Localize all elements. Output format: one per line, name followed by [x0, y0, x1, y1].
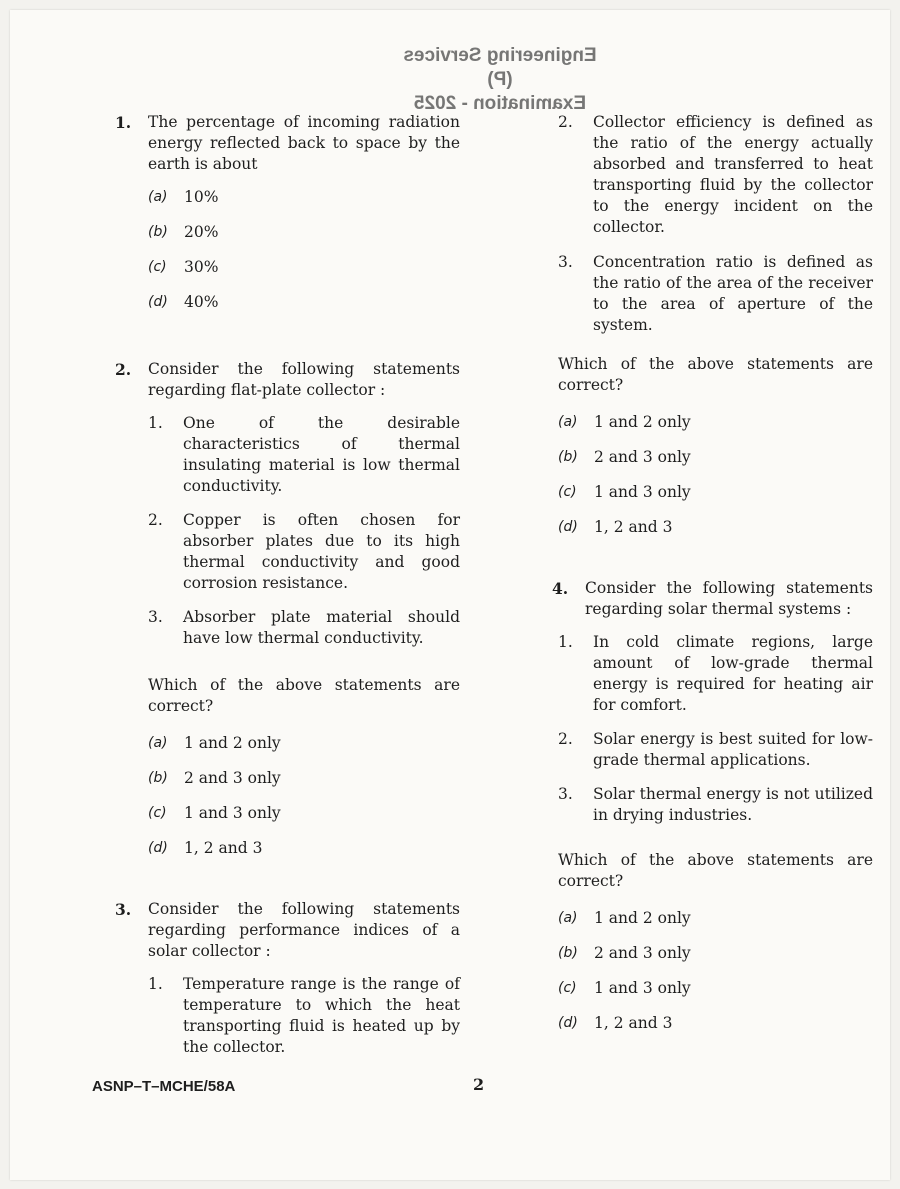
statement-text: Solar thermal energy is not utilized in drying industries. — [593, 785, 873, 824]
option-c — [148, 803, 460, 838]
option-d — [148, 292, 460, 327]
option-text: 1 and 3 only — [594, 483, 691, 501]
option-text: 20% — [184, 223, 219, 241]
option-a — [558, 412, 873, 447]
which-prompt: Which of the above statements are correct? — [558, 355, 873, 394]
watermark-line-2: Examination - 2025 — [413, 93, 587, 114]
statement-text: In cold climate regions, large amount of low-grade thermal energy is required for heating air for comfort. — [593, 633, 873, 714]
option-letter: (a) — [148, 189, 168, 205]
statement-number: 2. — [148, 511, 163, 529]
options-list — [148, 187, 460, 327]
option-letter: (a) — [558, 910, 578, 926]
statement-number: 1. — [148, 414, 163, 432]
statements-list — [148, 413, 460, 649]
option-text: 1 and 2 only — [594, 909, 691, 927]
statement-2 — [558, 729, 873, 771]
statement-number: 2. — [558, 730, 573, 748]
option-letter: (b) — [148, 224, 168, 240]
statement-text: Absorber plate material should have low thermal conductivity. — [183, 608, 460, 647]
question-text: Consider the following statements regarding performance indices of a solar collector : — [148, 900, 460, 960]
question-number: 4. — [552, 579, 569, 598]
option-c — [148, 257, 460, 292]
option-text: 1, 2 and 3 — [594, 518, 673, 536]
statement-text: Copper is often chosen for absorber plates due to its high thermal conductivity and good corrosion resistance. — [183, 511, 460, 592]
statement-1 — [148, 974, 460, 1058]
statement-text: One of the desirable characteristics of thermal insulating material is low thermal conductivity. — [183, 414, 460, 495]
option-text: 2 and 3 only — [594, 944, 691, 962]
statement-number: 3. — [558, 253, 573, 271]
statement-text: Solar energy is best suited for low-grade thermal applications. — [593, 730, 873, 769]
option-a — [148, 733, 460, 768]
statement-number: 3. — [558, 785, 573, 803]
option-text: 1 and 2 only — [594, 413, 691, 431]
right-column — [552, 112, 873, 1048]
option-text: 2 and 3 only — [594, 448, 691, 466]
option-text: 40% — [184, 293, 219, 311]
statement-3 — [558, 784, 873, 826]
option-d — [148, 838, 460, 873]
statement-text: Collector efficiency is defined as the ratio of the energy actually absorbed and transferred to heat transporting fluid by the collector to the energy incident on the collector. — [593, 113, 873, 236]
statement-text: Concentration ratio is defined as the ratio of the area of the receiver to the area of aperture of the system. — [593, 253, 873, 334]
which-prompt: Which of the above statements are correct? — [558, 851, 873, 890]
statement-text: Temperature range is the range of temperature to which the heat transporting fluid is heated up by the collector. — [183, 975, 460, 1056]
options-list — [148, 733, 460, 873]
option-d — [558, 1013, 873, 1048]
which-prompt: Which of the above statements are correct? — [148, 676, 460, 715]
statement-1 — [148, 413, 460, 497]
option-letter: (c) — [148, 259, 167, 275]
statement-number: 1. — [148, 975, 163, 993]
option-letter: (d) — [558, 1015, 578, 1031]
statement-number: 2. — [558, 113, 573, 131]
statement-1 — [558, 632, 873, 716]
option-letter: (c) — [558, 484, 577, 500]
question-3-continued — [558, 112, 873, 552]
option-c — [558, 978, 873, 1013]
statements-list — [148, 974, 460, 1058]
option-text: 2 and 3 only — [184, 769, 281, 787]
statement-2 — [148, 510, 460, 594]
option-text: 1 and 2 only — [184, 734, 281, 752]
option-letter: (c) — [148, 805, 167, 821]
statement-number: 3. — [148, 608, 163, 626]
option-text: 1 and 3 only — [184, 804, 281, 822]
option-b — [558, 943, 873, 978]
option-letter: (b) — [558, 449, 578, 465]
footer-code: ASNP–T–MCHE/58A — [92, 1078, 236, 1095]
question-text: Consider the following statements regarding solar thermal systems : — [585, 579, 873, 618]
options-list — [558, 908, 873, 1048]
question-4 — [552, 578, 873, 1048]
option-b — [148, 768, 460, 803]
option-letter: (d) — [148, 840, 168, 856]
option-b — [148, 222, 460, 257]
option-letter: (c) — [558, 980, 577, 996]
option-letter: (d) — [148, 294, 168, 310]
statement-3 — [148, 607, 460, 649]
question-number: 2. — [115, 360, 132, 379]
question-3 — [115, 899, 460, 1058]
question-text: Consider the following statements regarding flat-plate collector : — [148, 360, 460, 399]
statement-2 — [558, 112, 873, 238]
page-number: 2 — [473, 1075, 485, 1094]
question-2 — [115, 359, 460, 873]
options-list — [558, 412, 873, 552]
question-1 — [115, 112, 460, 327]
option-text: 30% — [184, 258, 219, 276]
option-a — [148, 187, 460, 222]
option-a — [558, 908, 873, 943]
option-text: 1 and 3 only — [594, 979, 691, 997]
statements-list — [558, 632, 873, 826]
question-text: The percentage of incoming radiation energy reflected back to space by the earth is about — [148, 113, 460, 173]
left-column — [115, 112, 460, 1071]
option-c — [558, 482, 873, 517]
statement-number: 1. — [558, 633, 573, 651]
option-b — [558, 447, 873, 482]
watermark-header — [390, 44, 610, 116]
statement-3 — [558, 252, 873, 336]
option-text: 1, 2 and 3 — [184, 839, 263, 857]
option-letter: (d) — [558, 519, 578, 535]
question-number: 1. — [115, 113, 132, 132]
watermark-line-1: Engineering Services (P) — [403, 45, 597, 90]
option-text: 10% — [184, 188, 219, 206]
option-letter: (b) — [558, 945, 578, 961]
option-text: 1, 2 and 3 — [594, 1014, 673, 1032]
question-number: 3. — [115, 900, 132, 919]
option-letter: (a) — [148, 735, 168, 751]
option-d — [558, 517, 873, 552]
option-letter: (a) — [558, 414, 578, 430]
option-letter: (b) — [148, 770, 168, 786]
